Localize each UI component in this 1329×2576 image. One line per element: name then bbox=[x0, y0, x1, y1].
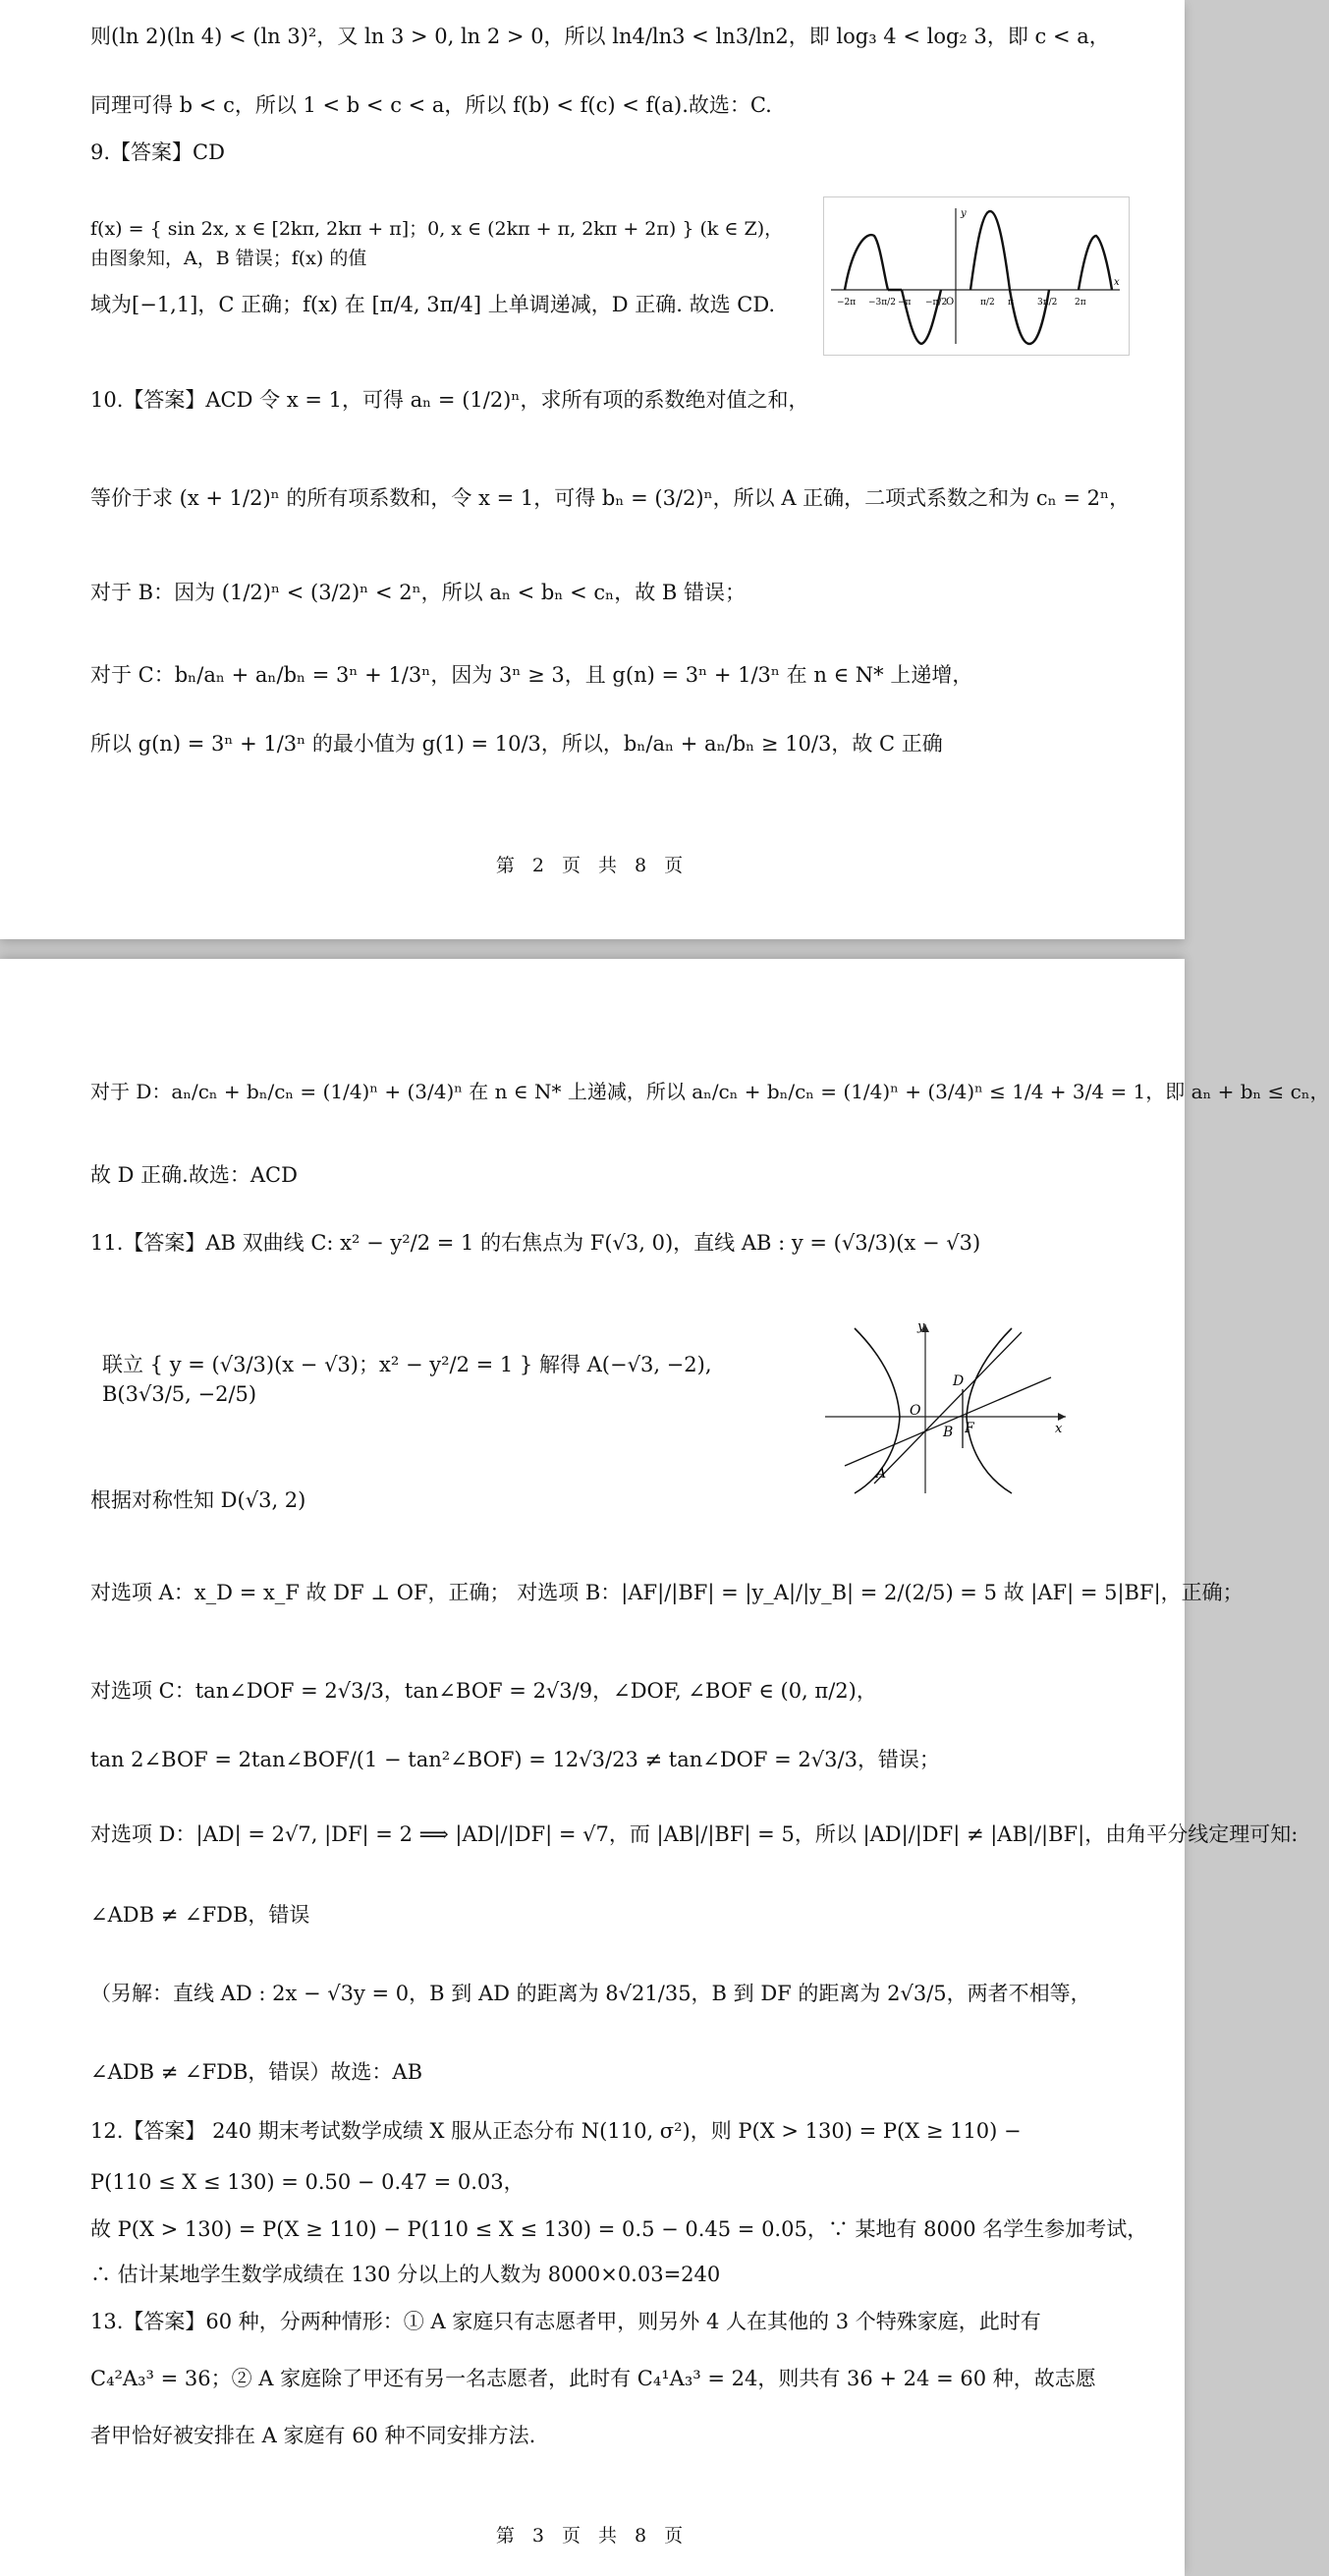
text-line: 故 P(X > 130) = P(X ≥ 110) − P(110 ≤ X ≤ 130) = 0.5 − 0.45 = 0.05，∵ 某地有 8000 名学生参加考试， bbox=[90, 2217, 1148, 2241]
answer-heading-13: 13.【答案】60 种，分两种情形：① A 家庭只有志愿者甲，则另外 4 人在其他的 3 个特殊家庭，此时有 bbox=[90, 2310, 1041, 2333]
text-line: （另解：直线 AD : 2x − √3y = 0，B 到 AD 的距离为 8√21/35，B 到 DF 的距离为 2√3/5，两者不相等， bbox=[90, 1982, 1091, 2005]
text-line: 故 D 正确.故选：ACD bbox=[90, 1163, 298, 1187]
tick-label: −π bbox=[898, 298, 912, 308]
function-curve bbox=[845, 211, 1112, 344]
axis-label-y: y bbox=[961, 208, 967, 219]
page-footer: 第 2 页 共 8 页 bbox=[495, 855, 690, 876]
point-label-b: B bbox=[943, 1425, 954, 1440]
answer-heading-11: 11.【答案】AB 双曲线 C: x² − y²/2 = 1 的右焦点为 F(√3, 0)，直线 AB : y = (√3/3)(x − √3) bbox=[90, 1231, 981, 1255]
document-page-3 bbox=[0, 959, 1329, 2576]
answer-heading-9: 9.【答案】CD bbox=[90, 140, 225, 164]
tick-label: −2π bbox=[837, 298, 857, 308]
tick-label: −π/2 bbox=[925, 298, 948, 308]
text-line: 对选项 C：tan∠DOF = 2√3/3，tan∠BOF = 2√3/9，∠DOF, ∠BOF ∈ (0, π/2)， bbox=[90, 1679, 877, 1703]
origin-label: O bbox=[946, 297, 955, 308]
text-line: 对于 B：因为 (1/2)ⁿ < (3/2)ⁿ < 2ⁿ，所以 aₙ < bₙ < cₙ，故 B 错误； bbox=[90, 581, 746, 604]
origin-label: O bbox=[910, 1403, 921, 1419]
point-label-a: A bbox=[876, 1466, 887, 1482]
text-line: 联立 { y = (√3/3)(x − √3)；x² − y²/2 = 1 } 解得 A(−√3, −2), B(3√3/5, −2/5) bbox=[102, 1353, 712, 1406]
axis-label-x: x bbox=[1055, 1422, 1063, 1436]
page-footer: 第 3 页 共 8 页 bbox=[495, 2525, 690, 2547]
text-line: 对选项 A：x_D = x_F 故 DF ⊥ OF，正确； 对选项 B：|AF|/|BF| = |y_A|/|y_B| = 2/(2/5) = 5 故 |AF| = 5|BF|，正确； bbox=[90, 1581, 1244, 1604]
text-line: 对于 C：bₙ/aₙ + aₙ/bₙ = 3ⁿ + 1/3ⁿ，因为 3ⁿ ≥ 3，且 g(n) = 3ⁿ + 1/3ⁿ 在 n ∈ N* 上递增， bbox=[90, 663, 973, 687]
text-line: 对于 D：aₙ/cₙ + bₙ/cₙ = (1/4)ⁿ + (3/4)ⁿ 在 n ∈ N* 上递减，所以 aₙ/cₙ + bₙ/cₙ = (1/4)ⁿ + (3/4)ⁿ ≤ 1/4 + 3/4 = 1，即 aₙ + bₙ ≤ cₙ， bbox=[90, 1080, 1329, 1103]
text-line: tan 2∠BOF = 2tan∠BOF/(1 − tan²∠BOF) = 12√3/23 ≠ tan∠DOF = 2√3/3，错误； bbox=[90, 1748, 940, 1771]
text-line: C₄²A₃³ = 36；② A 家庭除了甲还有另一名志愿者，此时有 C₄¹A₃³ = 24，则共有 36 + 24 = 60 种，故志愿 bbox=[90, 2367, 1096, 2390]
text-line: 则(ln 2)(ln 4) < (ln 3)²，又 ln 3 > 0, ln 2 > 0，所以 ln4/ln3 < ln3/ln2，即 log₃ 4 < log₂ 3，即 c < a， bbox=[90, 25, 1110, 48]
answer-heading-10: 10.【答案】ACD 令 x = 1，可得 aₙ = (1/2)ⁿ，求所有项的系数绝对值之和， bbox=[90, 388, 809, 412]
text-line: f(x) = { sin 2x, x ∈ [2kπ, 2kπ + π]；0, x ∈ (2kπ + π, 2kπ + 2π) } (k ∈ Z)，由图象知，A，B 错误；f(x) 的值 bbox=[90, 218, 784, 269]
tick-label: −3π/2 bbox=[868, 298, 896, 308]
axis-label-x: x bbox=[1114, 277, 1120, 288]
text-line: ∠ADB ≠ ∠FDB，错误 bbox=[90, 1903, 310, 1927]
text-line: 者甲恰好被安排在 A 家庭有 60 种不同安排方法. bbox=[90, 2424, 536, 2447]
tick-label: 3π/2 bbox=[1037, 298, 1058, 308]
text-line: 等价于求 (x + 1/2)ⁿ 的所有项系数和，令 x = 1，可得 bₙ = (3/2)ⁿ，所以 A 正确，二项式系数之和为 cₙ = 2ⁿ， bbox=[90, 486, 1131, 510]
point-label-d: D bbox=[953, 1373, 965, 1389]
text-line: 所以 g(n) = 3ⁿ + 1/3ⁿ 的最小值为 g(1) = 10/3，所以，bₙ/aₙ + aₙ/bₙ ≥ 10/3，故 C 正确 bbox=[90, 732, 943, 756]
text-line: 域为[−1,1]，C 正确；f(x) 在 [π/4, 3π/4] 上单调递减，D 正确. 故选 CD. bbox=[90, 293, 776, 316]
text-line: ∴ 估计某地学生数学成绩在 130 分以上的人数为 8000×0.03=240 bbox=[90, 2263, 721, 2286]
tick-label: π bbox=[1008, 298, 1014, 308]
text-line: 对选项 D：|AD| = 2√7, |DF| = 2 ⟹ |AD|/|DF| = √7，而 |AB|/|BF| = 5，所以 |AD|/|DF| ≠ |AB|/|BF|，由角平分线定理可知: bbox=[90, 1822, 1299, 1846]
sine-graph-figure bbox=[823, 196, 1130, 356]
line-ad bbox=[874, 1332, 1022, 1484]
axis-label-y: y bbox=[917, 1319, 925, 1334]
text-line: 根据对称性知 D(√3, 2) bbox=[90, 1488, 306, 1512]
text-line: P(110 ≤ X ≤ 130) = 0.50 − 0.47 = 0.03， bbox=[90, 2170, 525, 2194]
line-ab bbox=[845, 1377, 1051, 1466]
hyperbola-figure bbox=[815, 1318, 1071, 1495]
tick-label: 2π bbox=[1075, 298, 1086, 308]
text-line: ∠ADB ≠ ∠FDB，错误）故选：AB bbox=[90, 2060, 423, 2084]
x-axis-arrow bbox=[1058, 1413, 1066, 1421]
graph-frame bbox=[824, 197, 1130, 356]
tick-label: π/2 bbox=[980, 298, 995, 308]
point-label-f: F bbox=[965, 1421, 974, 1436]
document-page-2 bbox=[0, 0, 1185, 939]
answer-heading-12: 12.【答案】 240 期末考试数学成绩 X 服从正态分布 N(110, σ²)，则 P(X > 130) = P(X ≥ 110) − bbox=[90, 2119, 1022, 2143]
text-line: 同理可得 b < c，所以 1 < b < c < a，所以 f(b) < f(c) < f(a).故选：C. bbox=[90, 93, 772, 117]
